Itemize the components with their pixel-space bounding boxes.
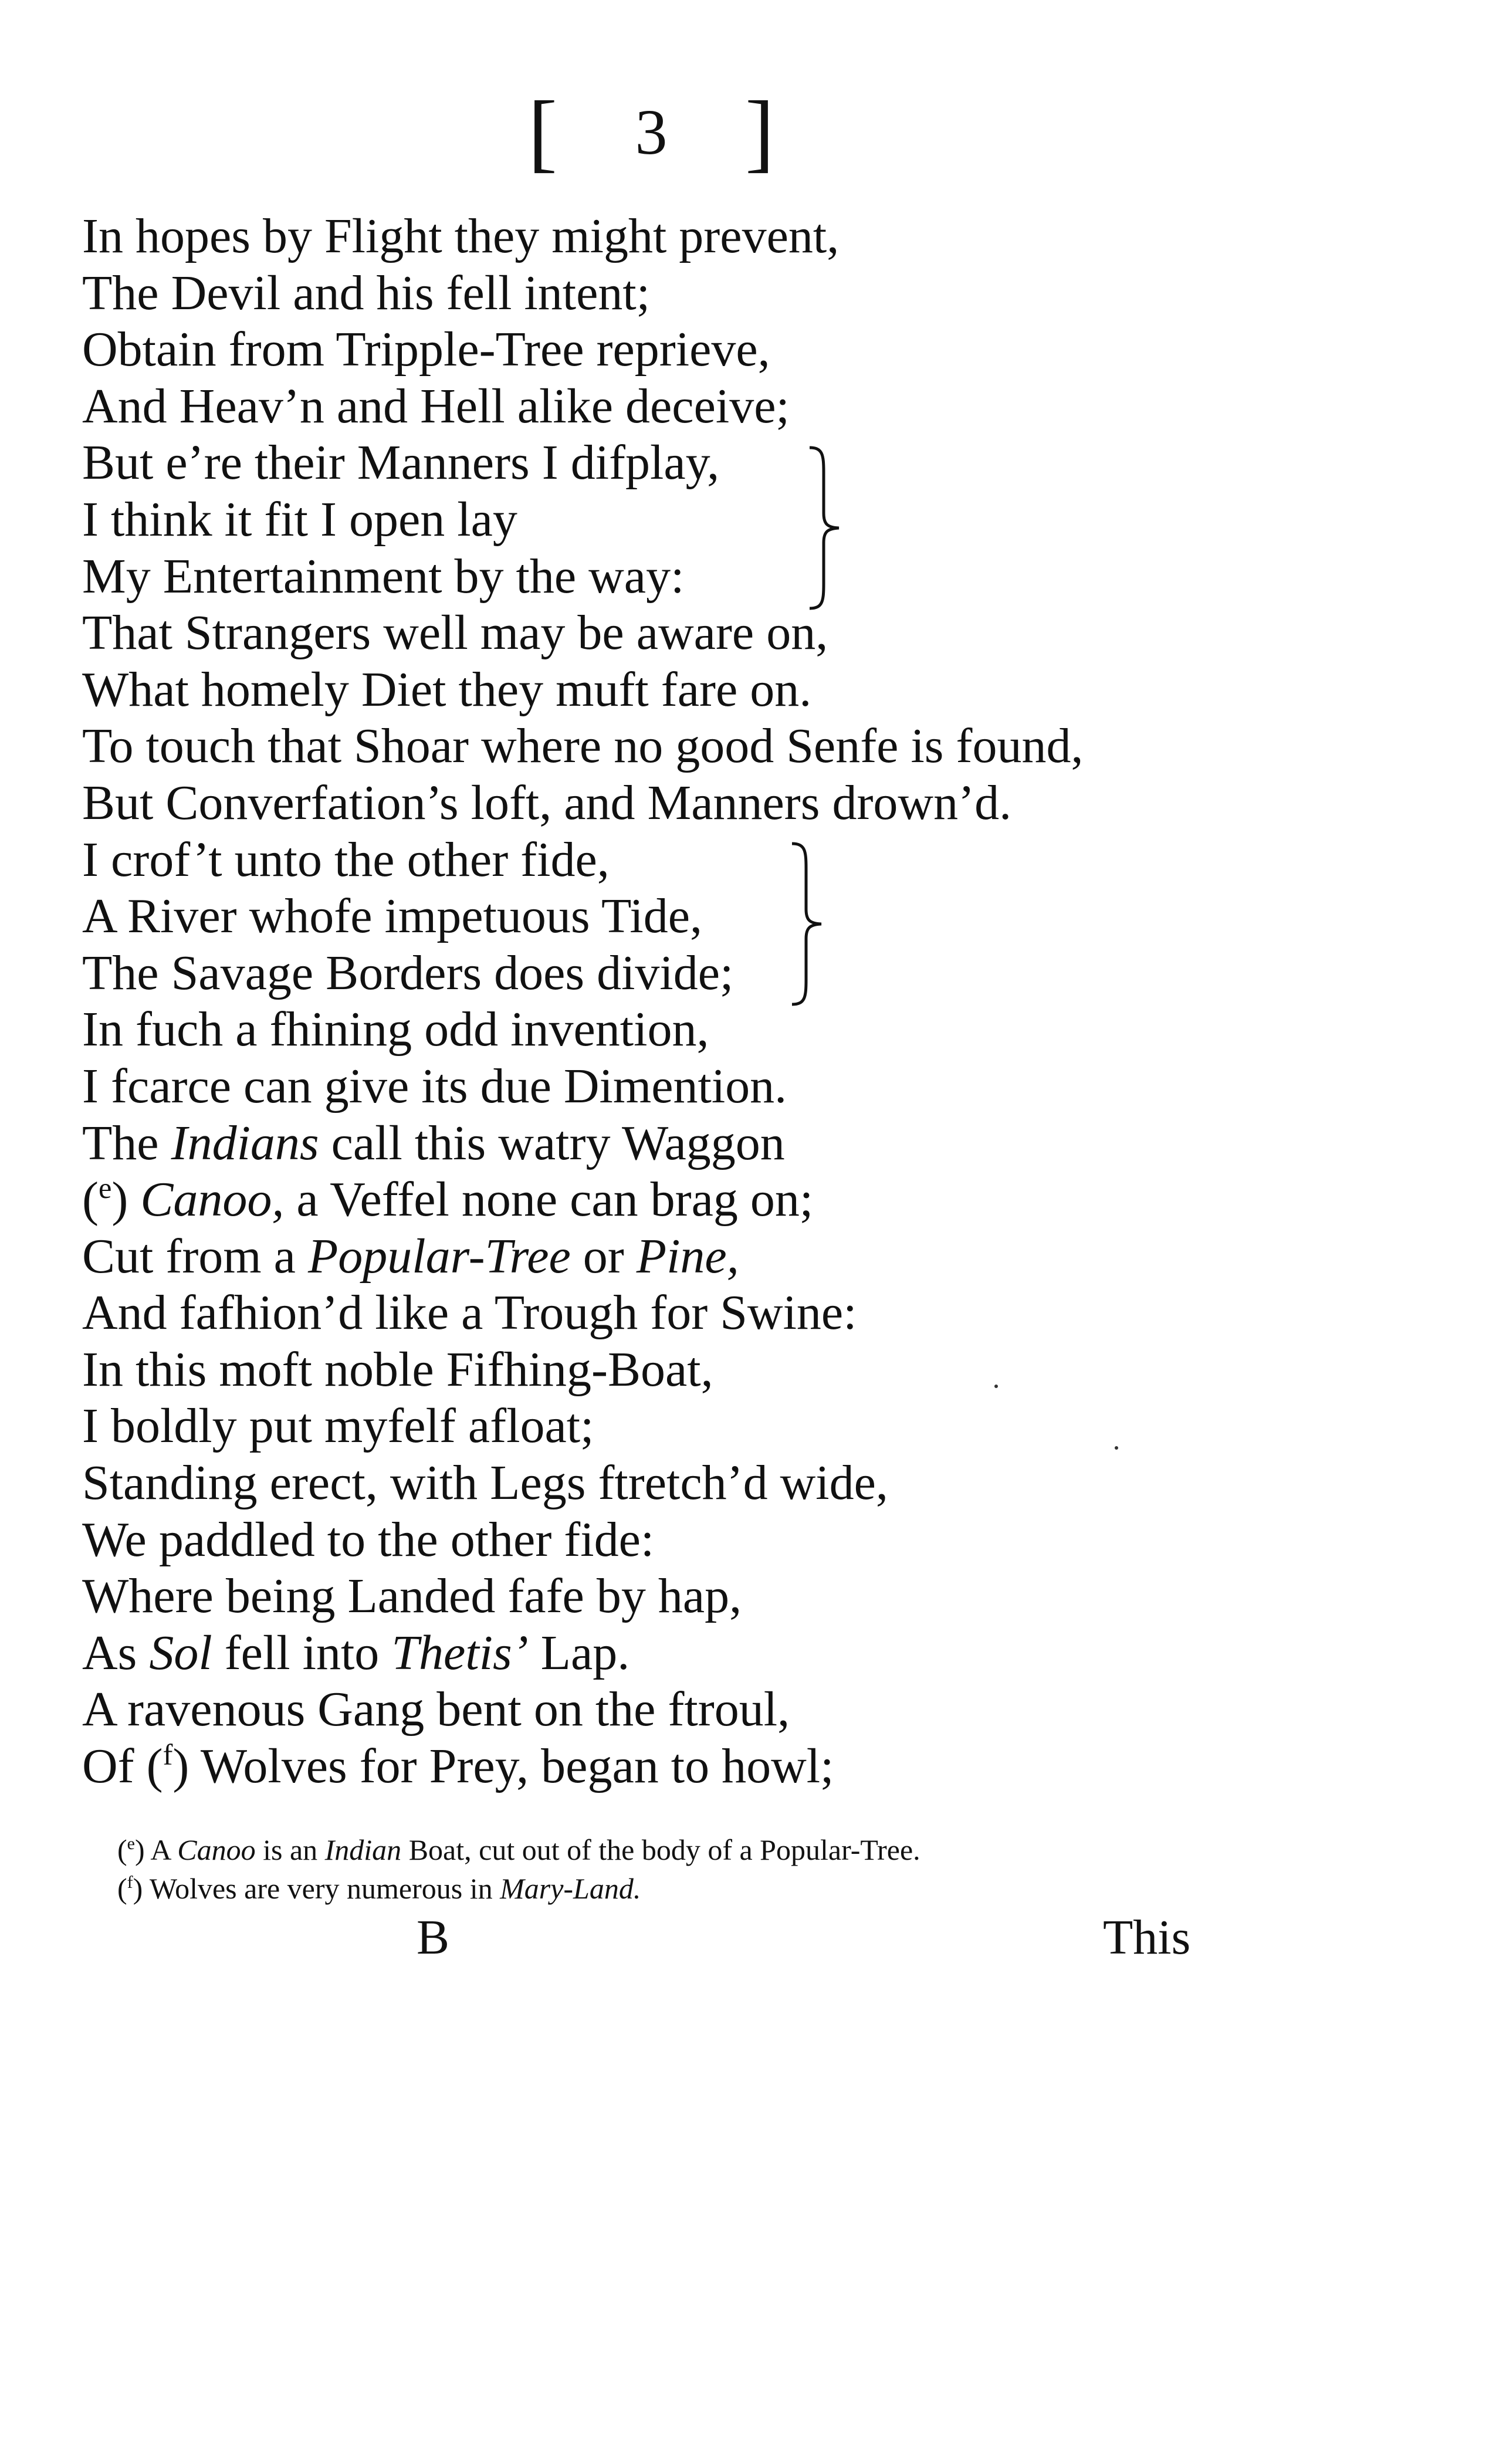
scan-speck-1 (994, 1385, 998, 1388)
page-number-header (528, 83, 774, 181)
poem-line-2: The Devil and his fell intent; (82, 265, 651, 320)
scan-speck-2 (1115, 1446, 1118, 1450)
triplet-brace-2 (786, 839, 833, 1009)
poem-line-19: Cut from a Popular-Tree or Pine, (82, 1228, 739, 1284)
poem-line-18: ($^e$) Canoo, a Veffel none can brag on; (82, 1171, 814, 1227)
poem-line-7: My Entertainment by the way: (82, 549, 685, 604)
poem-line-20: And fafhion’d like a Trough for Swine: (82, 1285, 857, 1341)
poem-line-1: In hopes by Flight they might prevent, (82, 209, 840, 263)
triplet-brace-1 (804, 443, 851, 613)
poem-line-24: We paddled to the other fide: (82, 1512, 655, 1567)
poem-line-21: In this moft noble Fifhing-Boat, (82, 1342, 713, 1397)
poem-line-6: I think it fit I open lay (82, 492, 517, 547)
poem-line-25: Where being Landed fafe by hap, (82, 1569, 742, 1624)
poem-line-13: A River whofe impetuous Tide, (82, 889, 703, 944)
poem-line-9: What homely Diet they muft fare on. (82, 662, 812, 717)
signature-mark: B (417, 1910, 450, 1965)
poem-line-16: I fcarce can give its due Dimention. (82, 1058, 787, 1113)
poem-line-5: But e’re their Manners I difplay, (82, 435, 720, 490)
poem-line-17: The Indians call this watry Waggon (82, 1115, 785, 1170)
poem-line-3: Obtain from Tripple-Tree reprieve, (82, 322, 770, 377)
poem-line-4: And Heav’n and Hell alike deceive; (82, 378, 790, 434)
poem-line-8: That Strangers well may be aware on, (82, 605, 828, 661)
poem-line-14: The Savage Borders does divide; (82, 945, 734, 1000)
poem-line-22: I boldly put myfelf afloat; (82, 1399, 594, 1454)
footnote-marker-e: e (98, 1171, 112, 1204)
poem-line-11: But Converfation’s loft, and Manners drown’d. (82, 775, 1012, 830)
poem-line-15: In fuch a fhining odd invention, (82, 1002, 709, 1057)
page-number-bracket-close: ] (745, 83, 774, 181)
poem-line-26: As Sol fell into Thetis’ Lap. (82, 1625, 630, 1680)
footnote-marker-f: f (163, 1738, 173, 1771)
page-number-bracket-open: [ (528, 83, 557, 181)
catchword: This (1103, 1910, 1191, 1965)
poem-line-10: To touch that Shoar where no good Senfe is found, (82, 719, 1084, 774)
poem-line-23: Standing erect, with Legs ftretch’d wide, (82, 1456, 888, 1511)
footnote-f: ($^f$) Wolves are very numerous in Mary-Land. (117, 1872, 641, 1905)
page-number: 3 (635, 96, 668, 168)
poem-body (82, 208, 1285, 1795)
poem-line-27: A ravenous Gang bent on the ftroul, (82, 1682, 790, 1737)
footnote-e: ($^e$) A Canoo is an Indian Boat, cut out of the body of a Popular-Tree. (117, 1833, 920, 1866)
poem-line-28: Of ($^f$) Wolves for Prey, began to howl; (82, 1738, 834, 1794)
poem-line-12: I crof’t unto the other fide, (82, 832, 610, 887)
footnotes (117, 1830, 1261, 1908)
